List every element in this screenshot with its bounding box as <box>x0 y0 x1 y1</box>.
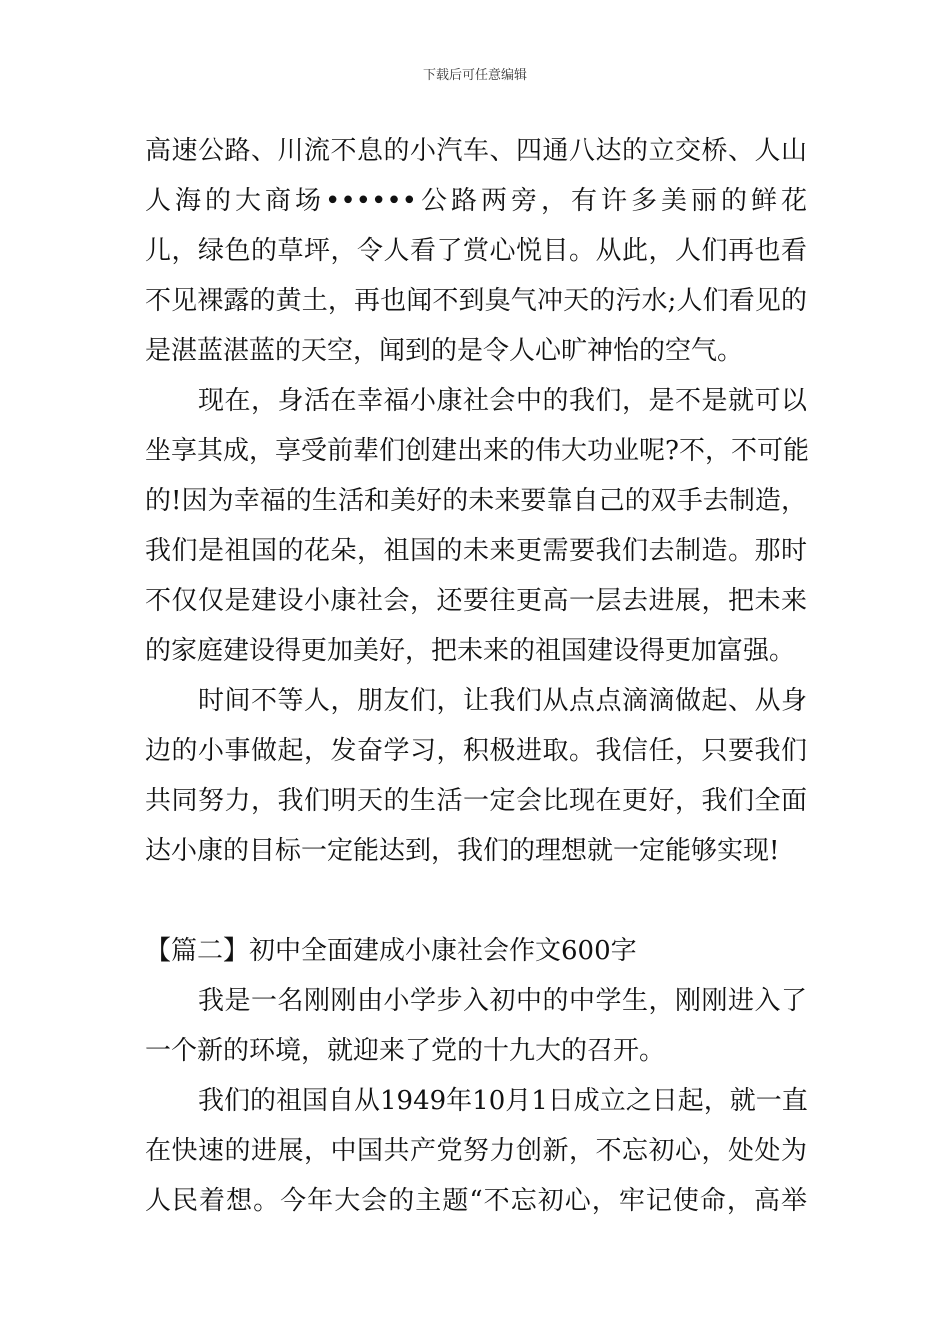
text-line: 人民着想。今年大会的主题“不忘初心，牢记使命，高举 <box>145 1186 807 1216</box>
paragraph <box>145 676 807 876</box>
text-line: 我们是祖国的花朵，祖国的未来更需要我们去制造。那时 <box>145 536 807 566</box>
paragraph <box>145 126 807 376</box>
text-line: 不见裸露的黄土，再也闻不到臭气冲天的污水;人们看见的 <box>145 286 807 316</box>
text-line: 是湛蓝湛蓝的天空，闻到的是令人心旷神怡的空气。 <box>145 336 744 366</box>
text-line: 在快速的进展，中国共产党努力创新，不忘初心，处处为 <box>145 1136 807 1166</box>
text-line: 现在，身活在幸福小康社会中的我们，是不是就可以 <box>198 386 807 416</box>
text-line: 的!因为幸福的生活和美好的未来要靠自己的双手去制造， <box>145 486 807 516</box>
text-line: 儿，绿色的草坪，令人看了赏心悦目。从此，人们再也看 <box>145 236 807 266</box>
text-line: 一个新的环境，就迎来了党的十九大的召开。 <box>145 1036 666 1066</box>
section-spacer <box>145 876 807 926</box>
text-line: 高速公路、川流不息的小汽车、四通八达的立交桥、人山 <box>145 136 807 166</box>
page-header: 下载后可任意编辑 <box>422 68 527 83</box>
text-line: 共同努力，我们明天的生活一定会比现在更好，我们全面 <box>145 786 807 816</box>
text-line: 人海的大商场••••••公路两旁，有许多美丽的鲜花 <box>145 186 807 216</box>
paragraph <box>145 376 807 676</box>
paragraph <box>145 976 807 1076</box>
section-title: 【篇二】初中全面建成小康社会作文600字 <box>145 936 637 966</box>
text-line: 边的小事做起，发奋学习，积极进取。我信任，只要我们 <box>145 736 807 766</box>
document-body <box>145 126 807 1226</box>
text-line: 我们的祖国自从1949年10月1日成立之日起，就一直 <box>198 1086 808 1116</box>
text-line: 坐享其成，享受前辈们创建出来的伟大功业呢?不，不可能 <box>145 436 809 466</box>
text-line: 不仅仅是建设小康社会，还要往更高一层去进展，把未来 <box>145 586 807 616</box>
text-line: 时间不等人，朋友们，让我们从点点滴滴做起、从身 <box>198 686 807 716</box>
text-line: 我是一名刚刚由小学步入初中的中学生，刚刚进入了 <box>198 986 807 1016</box>
paragraph <box>145 1076 807 1226</box>
text-line: 的家庭建设得更加美好，把未来的祖国建设得更加富强。 <box>145 636 796 666</box>
text-line: 达小康的目标一定能达到，我们的理想就一定能够实现! <box>145 836 780 866</box>
